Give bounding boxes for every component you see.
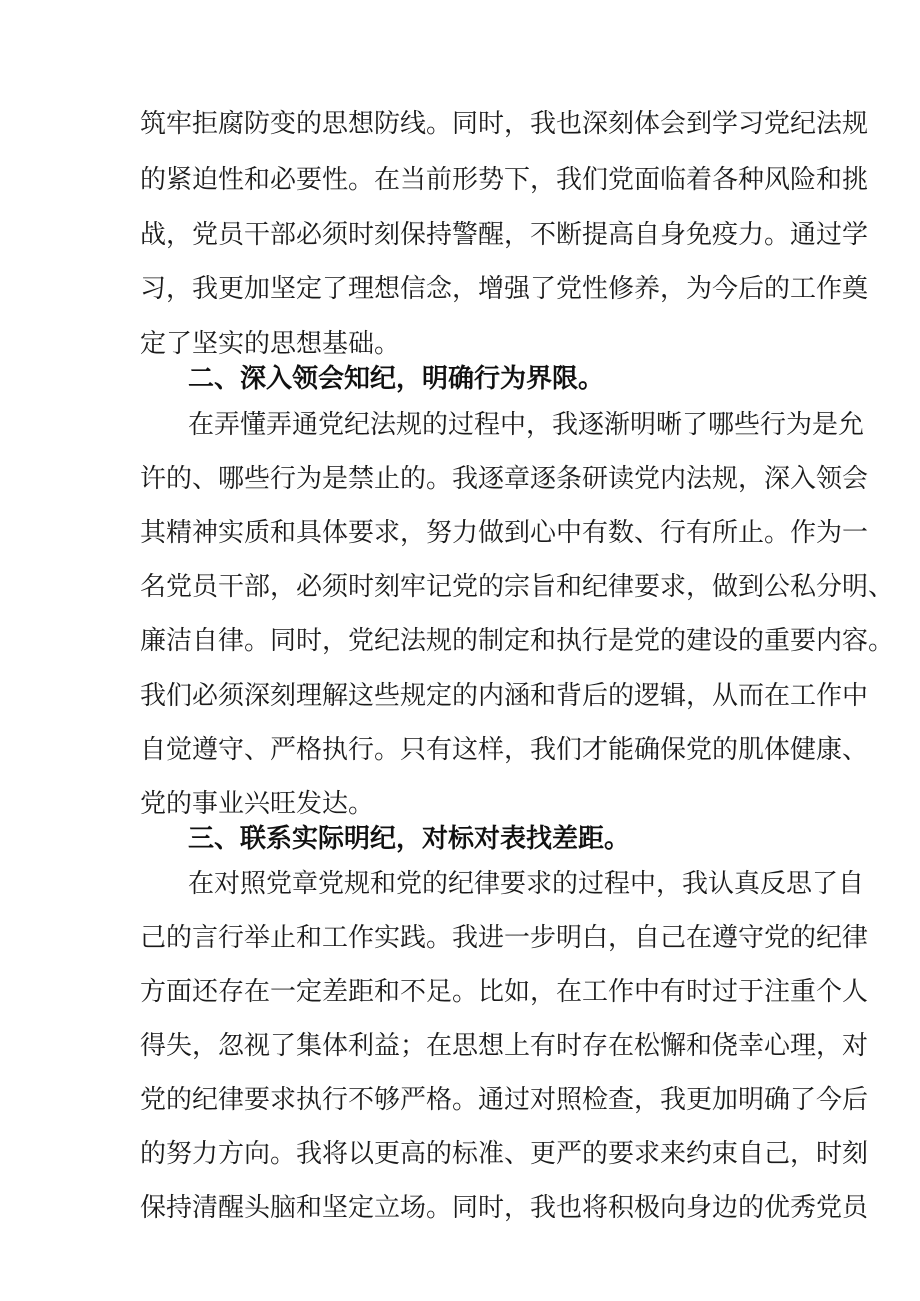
- text-line: 己的言行举止和工作实践。我进一步明白，自己在遵守党的纪律: [140, 923, 869, 953]
- text-line: 在弄懂弄通党纪法规的过程中，我逐渐明晰了哪些行为是允: [188, 410, 865, 440]
- text-line: 自觉遵守、严格执行。只有这样，我们才能确保党的肌体健康、: [140, 735, 869, 765]
- text-line: 定了坚实的思想基础。: [140, 329, 401, 359]
- section-heading-3: 三、联系实际明纪，对标对表找差距。: [188, 824, 631, 854]
- text-line: 的紧迫性和必要性。在当前形势下，我们党面临着各种风险和挑: [140, 165, 869, 195]
- text-line: 其精神实质和具体要求，努力做到心中有数、行有所止。作为一: [140, 518, 869, 548]
- section-heading-2: 二、深入领会知纪，明确行为界限。: [188, 364, 605, 394]
- text-line: 保持清醒头脑和坚定立场。同时，我也将积极向身边的优秀党员: [140, 1193, 869, 1223]
- text-line: 筑牢拒腐防变的思想防线。同时，我也深刻体会到学习党纪法规: [140, 109, 869, 139]
- text-line: 我们必须深刻理解这些规定的内涵和背后的逻辑，从而在工作中: [140, 681, 869, 711]
- text-line: 名党员干部，必须时刻牢记党的宗旨和纪律要求，做到公私分明、: [140, 572, 895, 602]
- text-line: 许的、哪些行为是禁止的。我逐章逐条研读党内法规，深入领会: [140, 464, 869, 494]
- text-line: 在对照党章党规和党的纪律要求的过程中，我认真反思了自: [188, 869, 865, 899]
- text-line: 方面还存在一定差距和不足。比如，在工作中有时过于注重个人: [140, 977, 869, 1007]
- text-line: 的努力方向。我将以更高的标准、更严的要求来约束自己，时刻: [140, 1139, 869, 1169]
- text-line: 战，党员干部必须时刻保持警醒，不断提高自身免疫力。通过学: [140, 220, 869, 250]
- text-line: 习，我更加坚定了理想信念，增强了党性修养，为今后的工作奠: [140, 274, 869, 304]
- text-line: 得失，忽视了集体利益；在思想上有时存在松懈和侥幸心理，对: [140, 1031, 869, 1061]
- text-line: 党的纪律要求执行不够严格。通过对照检查，我更加明确了今后: [140, 1085, 869, 1115]
- text-line: 廉洁自律。同时，党纪法规的制定和执行是党的建设的重要内容。: [140, 626, 895, 656]
- text-line: 党的事业兴旺发达。: [140, 789, 375, 819]
